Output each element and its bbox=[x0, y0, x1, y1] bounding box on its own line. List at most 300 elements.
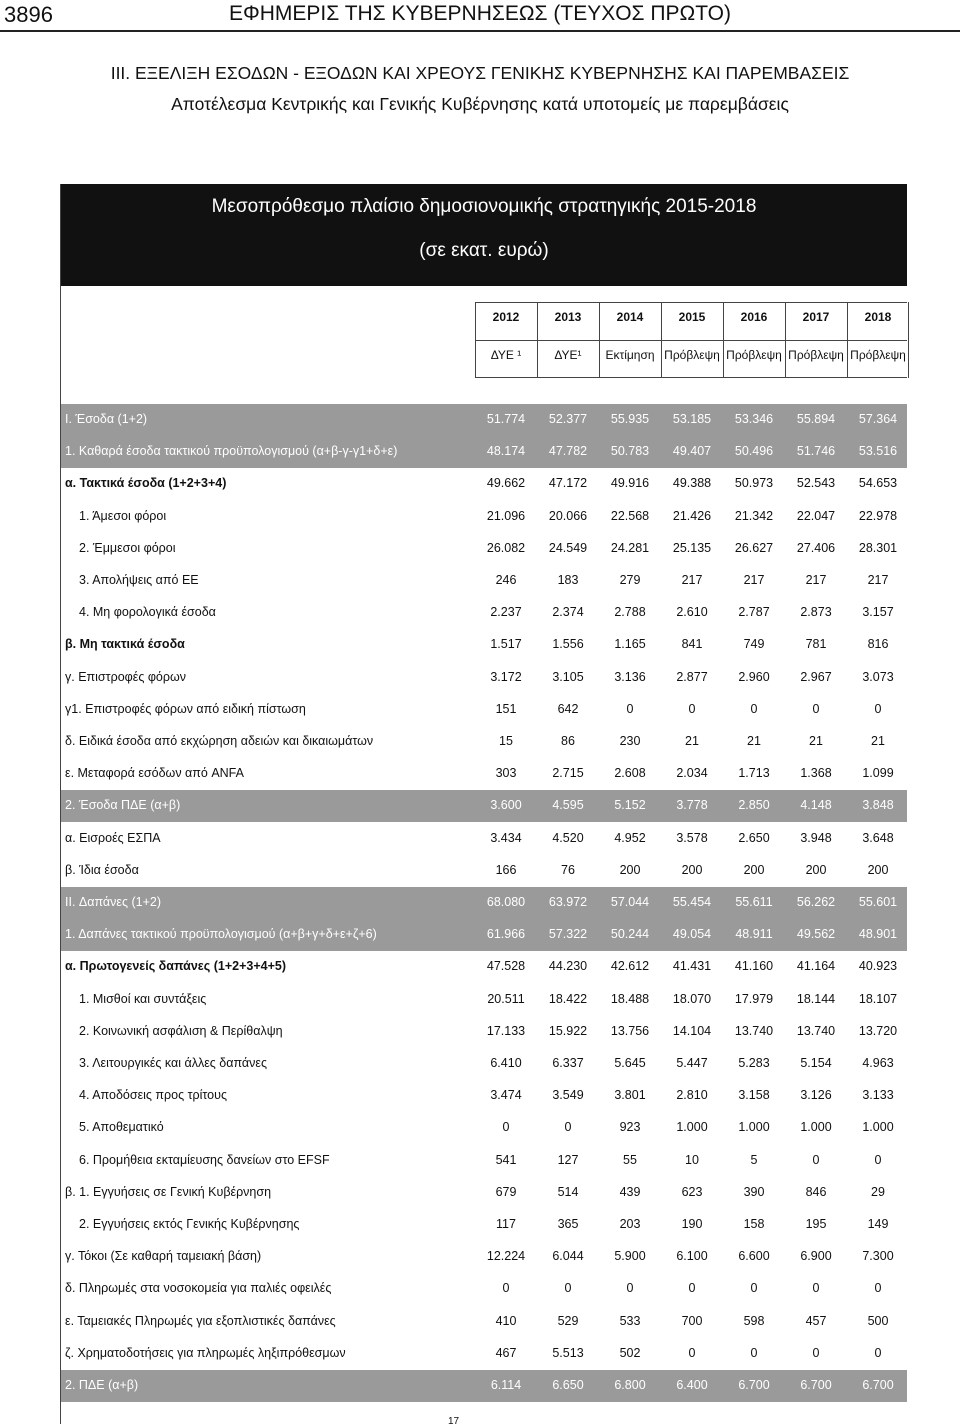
row-value: 6.800 bbox=[614, 1378, 646, 1392]
row-value: 2.608 bbox=[614, 766, 646, 781]
year-status-3: Πρόβλεψη bbox=[664, 348, 720, 362]
table-row bbox=[61, 468, 907, 500]
row-value: 2.877 bbox=[676, 669, 708, 684]
row-label: ε. Ταμειακές Πληρωμές για εξοπλιστικές δαπάνες bbox=[65, 1313, 336, 1328]
row-value: 502 bbox=[619, 1345, 641, 1360]
row-value: 21 bbox=[809, 734, 823, 748]
row-value: 541 bbox=[495, 1152, 517, 1167]
row-value: 52.377 bbox=[548, 412, 588, 426]
row-label: δ. Ειδικά έσοδα από εκχώρηση αδειών και δικαιωμάτων bbox=[65, 734, 374, 748]
row-value: 18.144 bbox=[796, 991, 836, 1006]
row-value: 4.952 bbox=[614, 830, 646, 845]
year-6: 2018 bbox=[864, 310, 892, 324]
year-grid-line bbox=[908, 302, 909, 378]
year-status-4: Πρόβλεψη bbox=[726, 348, 782, 362]
row-value: 149 bbox=[867, 1217, 889, 1231]
row-value: 203 bbox=[619, 1217, 641, 1231]
row-value: 0 bbox=[564, 1281, 572, 1296]
row-label: 2. Έσοδα ΠΔΕ (α+β) bbox=[65, 798, 181, 813]
row-label: 6. Προμήθεια εκταμίευσης δανείων στο EFSF bbox=[79, 1152, 330, 1167]
row-value: 5.900 bbox=[614, 1249, 646, 1264]
table-row bbox=[61, 436, 907, 468]
table-unit: (σε εκατ. ευρώ) bbox=[419, 240, 549, 261]
page-footer-mark: 17 bbox=[448, 1416, 460, 1427]
row-label: 1. Καθαρά έσοδα τακτικού προϋπολογισμού (α+β-γ-γ1+δ+ε) bbox=[65, 444, 398, 459]
row-value: 3.133 bbox=[862, 1088, 894, 1103]
row-label: ε. Μεταφορά εσόδων από ANFA bbox=[65, 766, 244, 781]
row-value: 49.407 bbox=[672, 444, 712, 459]
row-value: 10 bbox=[685, 1152, 699, 1167]
row-value: 0 bbox=[812, 1152, 820, 1167]
table-banner bbox=[61, 184, 907, 286]
row-value: 0 bbox=[750, 1345, 758, 1360]
row-value: 3.578 bbox=[676, 830, 708, 845]
row-value: 50.973 bbox=[734, 476, 774, 491]
row-value: 1.165 bbox=[614, 637, 646, 652]
row-value: 17.979 bbox=[734, 991, 774, 1006]
table-row bbox=[61, 1306, 907, 1338]
row-value: 700 bbox=[681, 1313, 703, 1328]
year-1: 2013 bbox=[554, 310, 582, 324]
row-value: 6.900 bbox=[800, 1249, 832, 1264]
row-label: 5. Αποθεματικό bbox=[79, 1120, 164, 1135]
row-value: 5.513 bbox=[552, 1345, 584, 1360]
row-value: 0 bbox=[812, 1345, 820, 1360]
table-row bbox=[61, 1048, 907, 1080]
row-label: 3. Απολήψεις από ΕΕ bbox=[79, 573, 199, 587]
row-value: 781 bbox=[805, 637, 827, 652]
row-value: 3.136 bbox=[614, 669, 646, 684]
row-value: 6.114 bbox=[490, 1378, 522, 1392]
table-row bbox=[61, 1016, 907, 1048]
row-value: 0 bbox=[502, 1281, 510, 1296]
row-value: 2.850 bbox=[738, 798, 770, 813]
row-value: 0 bbox=[874, 1281, 882, 1296]
row-value: 6.100 bbox=[676, 1249, 708, 1264]
row-label: γ1. Επιστροφές φόρων από ειδική πίστωση bbox=[65, 701, 306, 716]
row-value: 14.104 bbox=[672, 1023, 712, 1038]
row-value: 29 bbox=[871, 1184, 885, 1199]
table-row bbox=[61, 501, 907, 533]
row-value: 0 bbox=[688, 701, 696, 716]
year-status-1: ΔΥΕ¹ bbox=[554, 348, 582, 362]
row-value: 217 bbox=[743, 573, 765, 587]
row-value: 47.172 bbox=[548, 476, 588, 491]
row-label: 2. Κοινωνική ασφάλιση & Περίθαλψη bbox=[79, 1023, 283, 1038]
row-value: 0 bbox=[750, 1281, 758, 1296]
row-value: 63.972 bbox=[548, 895, 588, 909]
section-title: III. ΕΞΕΛΙΞΗ ΕΣΟΔΩΝ - ΕΞΟΔΩΝ ΚΑΙ ΧΡΕΟΥΣ ΓΕΝΙΚΗΣ ΚΥΒΕΡΝΗΣΗΣ ΚΑΙ ΠΑΡΕΜΒΑΣΕΙΣ bbox=[110, 63, 850, 83]
row-value: 26.082 bbox=[486, 540, 526, 555]
row-value: 2.960 bbox=[738, 669, 770, 684]
row-value: 0 bbox=[688, 1345, 696, 1360]
year-status-5: Πρόβλεψη bbox=[788, 348, 844, 362]
row-value: 55 bbox=[623, 1152, 637, 1167]
row-label: I. Έσοδα (1+2) bbox=[65, 412, 148, 426]
row-label: γ. Επιστροφές φόρων bbox=[65, 669, 187, 684]
row-value: 4.520 bbox=[552, 830, 584, 845]
row-label: δ. Πληρωμές στα νοσοκομεία για παλιές οφειλές bbox=[65, 1281, 332, 1296]
row-value: 68.080 bbox=[486, 895, 526, 909]
row-value: 3.778 bbox=[676, 798, 708, 813]
row-value: 3.848 bbox=[862, 798, 894, 813]
row-value: 61.966 bbox=[486, 927, 526, 942]
table-row bbox=[61, 565, 907, 597]
row-value: 200 bbox=[681, 862, 703, 877]
row-value: 18.422 bbox=[548, 991, 588, 1006]
row-label: α. Πρωτογενείς δαπάνες (1+2+3+4+5) bbox=[65, 959, 286, 974]
row-value: 0 bbox=[502, 1120, 510, 1135]
row-value: 2.873 bbox=[800, 605, 832, 620]
year-rule bbox=[475, 302, 907, 303]
row-value: 183 bbox=[557, 573, 579, 587]
row-value: 50.496 bbox=[734, 444, 774, 459]
row-value: 6.400 bbox=[676, 1378, 708, 1392]
table-row bbox=[61, 1209, 907, 1241]
table-row bbox=[61, 533, 907, 565]
row-value: 2.650 bbox=[738, 830, 770, 845]
row-value: 57.044 bbox=[610, 895, 650, 909]
row-value: 55.601 bbox=[858, 895, 898, 909]
year-status-6: Πρόβλεψη bbox=[850, 348, 906, 362]
row-value: 27.406 bbox=[796, 540, 836, 555]
row-value: 57.322 bbox=[548, 927, 588, 942]
row-value: 279 bbox=[619, 573, 641, 587]
table-row bbox=[61, 404, 907, 436]
row-value: 1.368 bbox=[800, 766, 832, 781]
row-value: 6.650 bbox=[552, 1378, 584, 1392]
row-label: γ. Τόκοι (Σε καθαρή ταμειακή βάση) bbox=[65, 1249, 262, 1264]
table-title: Μεσοπρόθεσμο πλαίσιο δημοσιονομικής στρατηγικής 2015-2018 bbox=[211, 196, 757, 217]
row-value: 0 bbox=[874, 1345, 882, 1360]
row-value: 3.474 bbox=[490, 1088, 522, 1103]
table-row bbox=[61, 694, 907, 726]
row-value: 2.374 bbox=[552, 605, 584, 620]
row-value: 5.645 bbox=[614, 1056, 646, 1070]
row-value: 22.568 bbox=[610, 508, 650, 523]
row-value: 22.978 bbox=[858, 508, 898, 523]
row-value: 55.894 bbox=[796, 412, 836, 426]
table-row bbox=[61, 790, 907, 822]
row-value: 44.230 bbox=[548, 959, 588, 974]
row-label: 3. Λειτουργικές και άλλες δαπάνες bbox=[79, 1056, 267, 1070]
row-value: 0 bbox=[626, 1281, 634, 1296]
row-value: 0 bbox=[812, 1281, 820, 1296]
row-value: 6.700 bbox=[800, 1378, 832, 1392]
row-value: 923 bbox=[619, 1120, 641, 1135]
row-value: 13.720 bbox=[858, 1023, 898, 1038]
row-value: 49.916 bbox=[610, 476, 650, 491]
row-value: 21.342 bbox=[734, 508, 774, 523]
row-value: 679 bbox=[495, 1184, 517, 1199]
row-value: 2.715 bbox=[552, 766, 584, 781]
row-value: 200 bbox=[743, 862, 765, 877]
row-value: 1.099 bbox=[862, 766, 894, 781]
row-label: 2. ΠΔΕ (α+β) bbox=[65, 1378, 139, 1392]
row-value: 1.000 bbox=[800, 1120, 832, 1135]
row-label: α. Τακτικά έσοδα (1+2+3+4) bbox=[65, 476, 227, 491]
row-value: 457 bbox=[805, 1313, 827, 1328]
row-value: 1.000 bbox=[862, 1120, 894, 1135]
row-label: 4. Αποδόσεις προς τρίτους bbox=[79, 1088, 227, 1103]
row-value: 40.923 bbox=[858, 959, 898, 974]
table-row bbox=[61, 1112, 907, 1144]
row-value: 7.300 bbox=[862, 1249, 894, 1264]
section-subtitle: Αποτέλεσμα Κεντρικής και Γενικής Κυβέρνησης κατά υποτομείς με παρεμβάσεις bbox=[171, 94, 789, 114]
row-value: 18.070 bbox=[672, 991, 712, 1006]
year-4: 2016 bbox=[740, 310, 768, 324]
table-row bbox=[61, 1241, 907, 1273]
fiscal-table bbox=[60, 184, 907, 1424]
row-value: 246 bbox=[495, 573, 517, 587]
row-value: 151 bbox=[495, 701, 517, 716]
row-value: 500 bbox=[867, 1313, 889, 1328]
row-value: 3.126 bbox=[800, 1088, 832, 1103]
row-value: 17.133 bbox=[486, 1023, 526, 1038]
row-value: 3.948 bbox=[800, 830, 832, 845]
row-value: 200 bbox=[867, 862, 889, 877]
row-label: 2. Έμμεσοι φόροι bbox=[79, 540, 176, 555]
row-value: 48.901 bbox=[858, 927, 898, 942]
row-value: 6.700 bbox=[738, 1378, 770, 1392]
table-row bbox=[61, 758, 907, 790]
row-value: 51.746 bbox=[796, 444, 836, 459]
row-value: 0 bbox=[874, 1152, 882, 1167]
row-value: 24.549 bbox=[548, 540, 588, 555]
row-value: 26.627 bbox=[734, 540, 774, 555]
row-value: 41.431 bbox=[672, 959, 712, 974]
row-value: 0 bbox=[564, 1120, 572, 1135]
row-value: 2.810 bbox=[676, 1088, 708, 1103]
row-value: 3.600 bbox=[490, 798, 522, 813]
row-value: 15.922 bbox=[548, 1023, 588, 1038]
row-value: 390 bbox=[743, 1184, 765, 1199]
row-value: 13.740 bbox=[734, 1023, 774, 1038]
row-value: 2.610 bbox=[676, 605, 708, 620]
row-value: 2.787 bbox=[738, 605, 770, 620]
row-value: 846 bbox=[805, 1184, 827, 1199]
row-value: 21.426 bbox=[672, 508, 712, 523]
row-value: 6.044 bbox=[552, 1249, 584, 1264]
row-value: 76 bbox=[561, 862, 575, 877]
row-value: 3.157 bbox=[862, 605, 894, 620]
table-row bbox=[61, 662, 907, 694]
row-value: 47.528 bbox=[486, 959, 526, 974]
row-value: 514 bbox=[557, 1184, 579, 1199]
row-value: 5 bbox=[750, 1152, 758, 1167]
row-value: 4.148 bbox=[800, 798, 832, 813]
row-value: 1.000 bbox=[676, 1120, 708, 1135]
row-value: 6.600 bbox=[738, 1249, 770, 1264]
row-value: 365 bbox=[557, 1217, 579, 1231]
row-value: 200 bbox=[805, 862, 827, 877]
row-value: 0 bbox=[812, 701, 820, 716]
year-rule bbox=[475, 377, 907, 378]
row-value: 3.172 bbox=[490, 669, 522, 684]
row-value: 41.160 bbox=[734, 959, 774, 974]
year-status-2: Εκτίμηση bbox=[605, 348, 655, 362]
row-label: 1. Δαπάνες τακτικού προϋπολογισμού (α+β+γ+δ+ε+ζ+6) bbox=[65, 927, 377, 942]
year-5: 2017 bbox=[802, 310, 830, 324]
row-label: ζ. Χρηματοδοτήσεις για πληρωμές ληξιπρόθεσμων bbox=[65, 1345, 346, 1360]
row-value: 230 bbox=[619, 734, 641, 748]
row-value: 2.967 bbox=[800, 669, 832, 684]
row-value: 217 bbox=[681, 573, 703, 587]
row-value: 5.152 bbox=[614, 798, 646, 813]
table-row bbox=[61, 919, 907, 951]
row-value: 410 bbox=[495, 1313, 517, 1328]
table-row bbox=[61, 1177, 907, 1209]
row-value: 25.135 bbox=[672, 540, 712, 555]
table-row bbox=[61, 1338, 907, 1370]
row-value: 2.788 bbox=[614, 605, 646, 620]
row-value: 2.237 bbox=[490, 605, 522, 620]
row-value: 816 bbox=[867, 637, 889, 652]
row-value: 4.963 bbox=[862, 1056, 894, 1070]
row-label: 1. Μισθοί και συντάξεις bbox=[79, 991, 207, 1006]
year-0: 2012 bbox=[492, 310, 520, 324]
header-rule bbox=[0, 30, 960, 32]
year-rule bbox=[475, 340, 907, 341]
row-value: 21.096 bbox=[486, 508, 526, 523]
row-value: 15 bbox=[499, 734, 513, 748]
row-value: 195 bbox=[805, 1217, 827, 1231]
row-value: 217 bbox=[867, 573, 889, 587]
row-value: 3.158 bbox=[738, 1088, 770, 1103]
row-value: 5.154 bbox=[800, 1056, 832, 1070]
row-value: 20.511 bbox=[487, 991, 525, 1006]
row-value: 1.556 bbox=[552, 637, 584, 652]
row-value: 3.434 bbox=[490, 830, 522, 845]
row-value: 6.700 bbox=[862, 1378, 894, 1392]
gazette-title: ΕΦΗΜΕΡΙΣ ΤΗΣ ΚΥΒΕΡΝΗΣΕΩΣ (ΤΕΥΧΟΣ ΠΡΩΤΟ) bbox=[228, 2, 732, 25]
row-value: 200 bbox=[619, 862, 641, 877]
row-value: 166 bbox=[495, 862, 517, 877]
table-row bbox=[61, 629, 907, 661]
row-value: 158 bbox=[743, 1217, 765, 1231]
row-value: 749 bbox=[743, 637, 765, 652]
row-value: 48.174 bbox=[486, 444, 526, 459]
row-value: 55.935 bbox=[610, 412, 650, 426]
row-value: 21 bbox=[871, 734, 885, 748]
row-value: 41.164 bbox=[796, 959, 836, 974]
row-value: 117 bbox=[496, 1217, 516, 1231]
row-value: 57.364 bbox=[858, 412, 898, 426]
row-value: 54.653 bbox=[858, 476, 898, 491]
row-label: α. Εισροές ΕΣΠΑ bbox=[65, 830, 161, 845]
table-row bbox=[61, 1080, 907, 1112]
row-value: 18.107 bbox=[858, 991, 898, 1006]
table-row bbox=[61, 823, 907, 855]
row-value: 439 bbox=[619, 1184, 641, 1199]
row-value: 1.517 bbox=[490, 637, 522, 652]
row-value: 303 bbox=[495, 766, 517, 781]
row-value: 50.783 bbox=[610, 444, 650, 459]
row-value: 18.488 bbox=[610, 991, 650, 1006]
row-value: 1.713 bbox=[738, 766, 770, 781]
row-value: 598 bbox=[743, 1313, 765, 1328]
row-value: 55.454 bbox=[672, 895, 712, 909]
row-value: 5.447 bbox=[676, 1056, 708, 1070]
row-value: 53.346 bbox=[734, 412, 774, 426]
row-value: 50.244 bbox=[610, 927, 650, 942]
row-label: II. Δαπάνες (1+2) bbox=[65, 895, 161, 909]
row-value: 3.105 bbox=[552, 669, 584, 684]
row-value: 47.782 bbox=[548, 444, 588, 459]
row-value: 467 bbox=[495, 1345, 517, 1360]
row-value: 22.047 bbox=[796, 508, 836, 523]
row-value: 55.611 bbox=[735, 895, 773, 909]
row-value: 0 bbox=[874, 701, 882, 716]
row-value: 51.774 bbox=[486, 412, 526, 426]
row-value: 21 bbox=[685, 734, 699, 748]
row-value: 13.756 bbox=[610, 1023, 650, 1038]
row-value: 49.562 bbox=[796, 927, 836, 942]
row-value: 5.283 bbox=[738, 1056, 770, 1070]
row-value: 53.185 bbox=[672, 412, 712, 426]
row-value: 3.801 bbox=[614, 1088, 646, 1103]
table-row bbox=[61, 1273, 907, 1305]
row-value: 623 bbox=[681, 1184, 703, 1199]
table-row bbox=[61, 887, 907, 919]
row-value: 86 bbox=[561, 734, 575, 748]
row-label: β. Μη τακτικά έσοδα bbox=[65, 637, 185, 652]
row-value: 21 bbox=[747, 734, 761, 748]
row-value: 56.262 bbox=[796, 895, 836, 909]
row-value: 1.000 bbox=[738, 1120, 770, 1135]
row-value: 48.911 bbox=[735, 927, 773, 942]
page-header bbox=[0, 0, 960, 36]
row-label: β. 1. Εγγυήσεις σε Γενική Κυβέρνηση bbox=[65, 1184, 272, 1199]
row-value: 2.034 bbox=[676, 766, 708, 781]
row-value: 24.281 bbox=[610, 540, 650, 555]
row-value: 6.337 bbox=[552, 1056, 584, 1070]
row-value: 4.595 bbox=[552, 798, 584, 813]
row-value: 127 bbox=[557, 1152, 579, 1167]
row-value: 20.066 bbox=[548, 508, 588, 523]
table-row bbox=[61, 1370, 907, 1402]
row-value: 42.612 bbox=[610, 959, 650, 974]
table-row bbox=[61, 1145, 907, 1177]
row-label: β. Ίδια έσοδα bbox=[65, 862, 139, 877]
row-value: 529 bbox=[557, 1313, 579, 1328]
row-label: 2. Εγγυήσεις εκτός Γενικής Κυβέρνησης bbox=[79, 1217, 300, 1231]
page-number: 3896 bbox=[4, 2, 53, 27]
year-3: 2015 bbox=[678, 310, 706, 324]
year-2: 2014 bbox=[616, 310, 644, 324]
table-row bbox=[61, 597, 907, 629]
row-value: 190 bbox=[681, 1217, 703, 1231]
row-value: 49.662 bbox=[486, 476, 526, 491]
row-value: 841 bbox=[681, 637, 703, 652]
row-value: 28.301 bbox=[858, 540, 898, 555]
table-row bbox=[61, 855, 907, 887]
row-value: 3.648 bbox=[862, 830, 894, 845]
row-value: 13.740 bbox=[796, 1023, 836, 1038]
table-row bbox=[61, 951, 907, 983]
row-value: 3.549 bbox=[552, 1088, 584, 1103]
row-value: 12.224 bbox=[486, 1249, 526, 1264]
row-value: 6.410 bbox=[490, 1056, 522, 1070]
year-status-0: ΔΥΕ ¹ bbox=[490, 348, 522, 362]
table-row bbox=[61, 726, 907, 758]
row-value: 53.516 bbox=[858, 444, 898, 459]
row-value: 0 bbox=[626, 701, 634, 716]
row-label: 1. Άμεσοι φόροι bbox=[79, 508, 167, 523]
row-value: 49.054 bbox=[672, 927, 712, 942]
row-value: 0 bbox=[750, 701, 758, 716]
row-value: 49.388 bbox=[672, 476, 712, 491]
